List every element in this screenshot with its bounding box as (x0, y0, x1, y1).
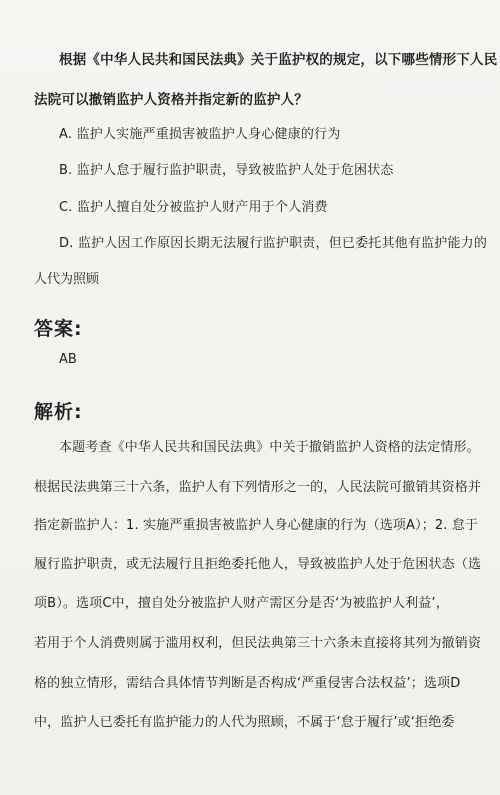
option-d-continued: 人代为照顾 (34, 272, 100, 287)
explanation-line: 指定新监护人：1. 实施严重损害被监护人身心健康的行为（选项A）；2. 怠于 (34, 518, 479, 533)
explanation-line: 若用于个人消费则属于滥用权利，但民法典第三十六条未直接将其列为撤销资 (34, 636, 482, 651)
answer-value: AB (59, 352, 77, 367)
question-line-2: 法院可以撤销监护人资格并指定新的监护人？ (34, 92, 308, 108)
explanation-line: 中，监护人已委托有监护能力的人代为照顾，不属于‘怠于履行’或‘拒绝委 (34, 715, 455, 730)
explanation-heading: 解析: (34, 401, 83, 423)
option-d: D. 监护人因工作原因长期无法履行监护职责，但已委托其他有监护能力的 (59, 236, 488, 251)
question-line-1: 根据《中华人民共和国民法典》关于监护权的规定，以下哪些情形下人民 (59, 52, 498, 68)
option-a: A. 监护人实施严重损害被监护人身心健康的行为 (59, 127, 341, 142)
explanation-line: 根据民法典第三十六条，监护人有下列情形之一的，人民法院可撤销其资格并 (34, 480, 482, 495)
explanation-line: 履行监护职责，或无法履行且拒绝委托他人，导致被监护人处于危困状态（选 (34, 557, 482, 572)
answer-heading: 答案: (34, 318, 83, 340)
explanation-line: 格的独立情形，需结合具体情节判断是否构成‘严重侵害合法权益’；选项D (34, 676, 461, 691)
explanation-line: 本题考查《中华人民共和国民法典》中关于撤销监护人资格的法定情形。 (59, 440, 480, 455)
option-b: B. 监护人怠于履行监护职责，导致被监护人处于危困状态 (59, 163, 394, 178)
option-c: C. 监护人擅自处分被监护人财产用于个人消费 (59, 200, 328, 215)
explanation-line: 项B）。选项C中，擅自处分被监护人财产需区分是否‘为被监护人利益’， (34, 596, 449, 611)
